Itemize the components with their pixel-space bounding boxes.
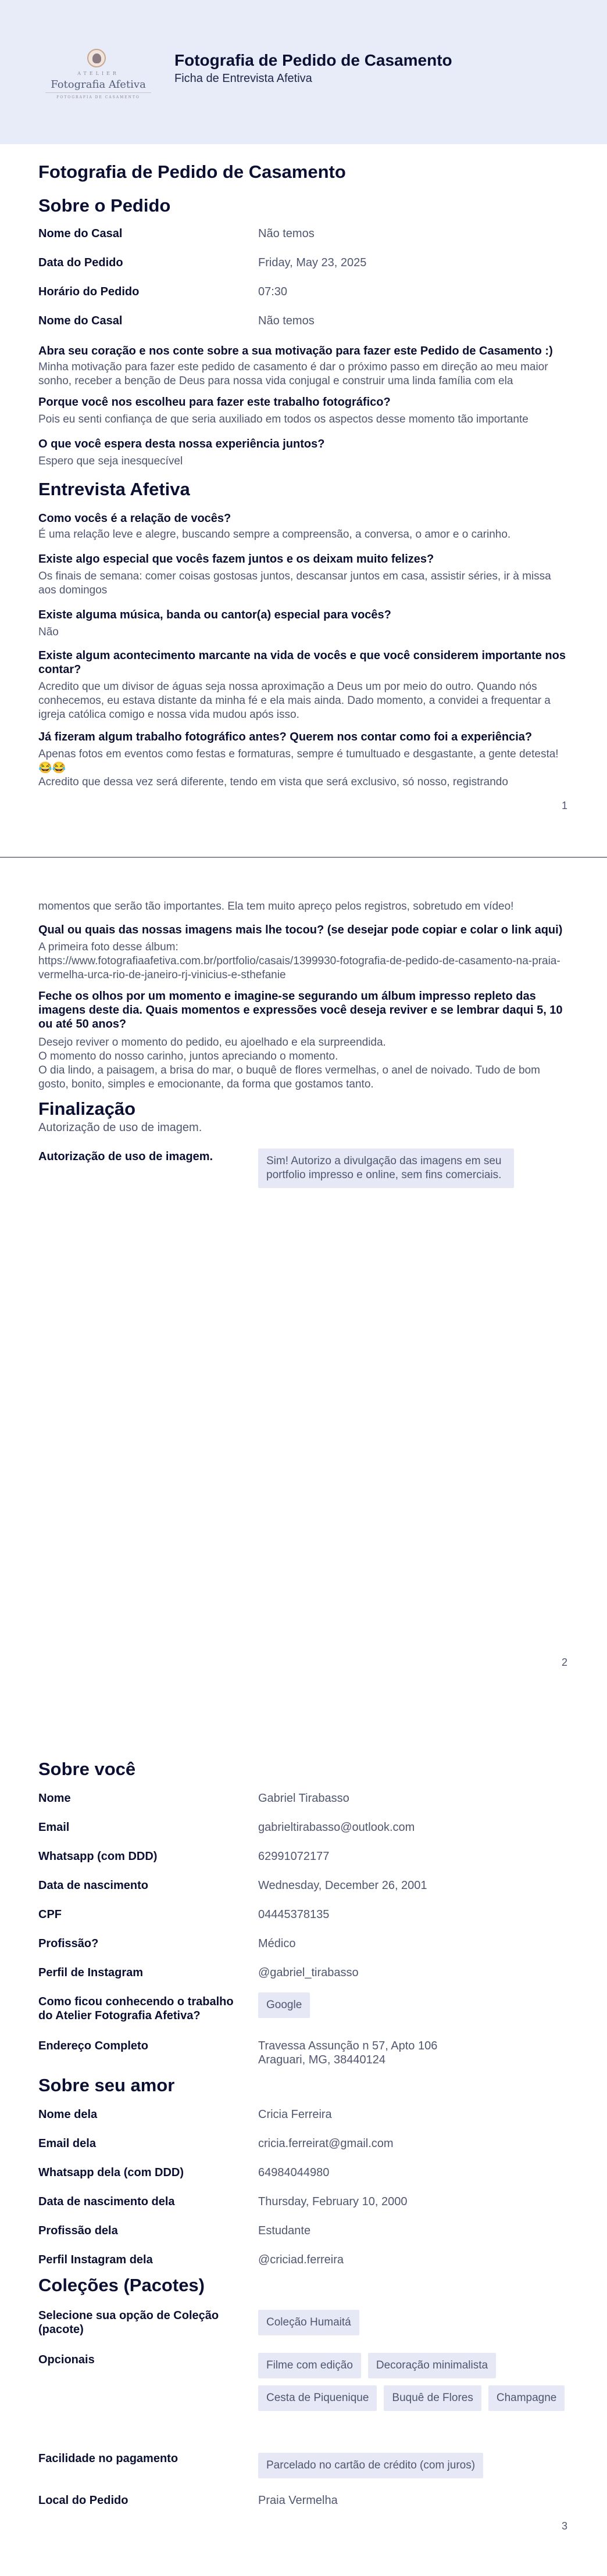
question: Existe algo especial que vocês fazem juntos e os deixam muito felizes? [38,553,434,566]
field-label: Profissão dela [38,2224,118,2237]
field-value: Cricia Ferreira [258,2108,332,2121]
field-label: Data de nascimento dela [38,2195,175,2208]
answer: Pois eu senti confiança de que seria auxiliado em todos os aspectos desse momento tão importante [38,413,529,425]
field-label: Perfil de Instagram [38,1966,144,1979]
opcional-chip: Champagne [488,2385,565,2411]
field-value: 04445378135 [258,1908,330,1921]
question: Existe alguma música, banda ou cantor(a) especial para vocês? [38,609,391,621]
field-label: Nome do Casal [38,314,123,327]
logo-name: Fotografia Afetiva [51,78,146,91]
field-value: Não temos [258,314,315,327]
auth-value-chip: Sim! Autorizo a divulgação das imagens em seu portfolio impresso e online, sem fins comerciais. [258,1149,514,1188]
field-label: CPF [38,1908,62,1921]
field-label: Endereço Completo [38,2040,148,2052]
field-value: Estudante [258,2224,311,2237]
answer: A primeira foto desse álbum: https://www.fotografiaafetiva.com.br/portfolio/casais/1399930-fotografia-de-pedido-de-casamento-na-praia-vermelha-urca-rio-de-janeiro-rj-vinicius-e-sthefanie [38,941,560,981]
header-title: Fotografia de Pedido de Casamento [174,51,452,69]
field-value: Gabriel Tirabasso [258,1792,349,1805]
answer: Minha motivação para fazer este pedido de casamento é dar o próximo passo em direção ao meu maior sonho, receber a benção de Deus para nossa vida conjugal e construir uma linda família com ela [38,361,548,387]
address-line-2: Araguari, MG, 38440124 [258,2053,386,2066]
logo-small-text: ATELIER [77,71,119,76]
colecao-chip: Coleção Humaitá [258,2310,359,2335]
section-sobre-seu-amor: Sobre seu amor [38,2075,175,2095]
field-label: Como ficou conhecendo o trabalho do Atelier Fotografia Afetiva? [38,1995,234,2022]
question: Feche os olhos por um momento e imagine-se segurando um álbum impresso repleto das imagens deste dia. Quais momentos e expressões você deseja reviver e se lembrar daqui 5, 10 ou até 50 anos? [38,990,563,1031]
section-subtitle: Autorização de uso de imagem. [38,1121,202,1134]
field-label: Whatsapp (com DDD) [38,1850,158,1863]
answer: Os finais de semana: comer coisas gostosas juntos, descansar juntos em casa, assistir séries, ir à missa aos domingos [38,570,551,596]
question: Como vocês é a relação de vocês? [38,512,231,525]
opcional-chip: Cesta de Piquenique [258,2385,377,2411]
answer: Desejo reviver o momento do pedido, eu ajoelhado e ela surpreendida. O momento do nosso carinho, juntos apreciando o momento. O dia lindo, a paisagem, a brisa do mar, o buquê de flores vermelhas, o anel de noivado. Tudo de bom gosto, bonito, simples e emocionante, da forma que gostamos tanto. [38,1036,540,1090]
answer: Espero que seja inesquecível [38,455,183,467]
page-number: 1 [562,800,568,811]
field-value: Wednesday, December 26, 2001 [258,1879,427,1892]
conheceu-chip: Google [258,1992,310,2018]
field-value: 62991072177 [258,1850,330,1863]
field-value: 07:30 [258,285,288,298]
field-value: Friday, May 23, 2025 [258,256,367,269]
answer: Acredito que um divisor de águas seja nossa aproximação a Deus um por meio do outro. Quando nós conhecemos, eu estava distante da minha fé e ela mais ainda. Dado momento, a convidei a frequentar a igreja católica comigo e nossa vida mudou após isso. [38,681,551,721]
field-label: Nome dela [38,2108,98,2121]
question: Qual ou quais das nossas imagens mais lhe tocou? (se desejar pode copiar e colar o link aqui) [38,924,563,936]
field-label: Facilidade no pagamento [38,2452,178,2465]
auth-value-container [258,1149,584,1195]
answer-continuation: momentos que serão tão importantes. Ela tem muito apreço pelos registros, sobretudo em vídeo! [38,900,514,913]
conheceu-chips [258,1992,584,2025]
question: O que você espera desta nossa experiência juntos? [38,438,325,450]
answer: É uma relação leve e alegre, buscando sempre a compreensão, a conversa, o amor e o carinho. [38,528,511,541]
section-finalizacao: Finalização [38,1099,136,1119]
logo-tagline: FOTOGRAFIA DE CASAMENTO [56,95,140,99]
page-divider [0,857,607,858]
field-value: @gabriel_tirabasso [258,1966,359,1979]
field-label: Autorização de uso de imagem. [38,1150,213,1163]
pagamento-chip: Parcelado no cartão de crédito (com juros) [258,2453,483,2478]
question: Existe algum acontecimento marcante na vida de vocês e que você considerem importante nos contar? [38,649,566,676]
opcional-chip: Buquê de Flores [384,2385,481,2411]
field-value: gabrieltirabasso@outlook.com [258,1821,415,1834]
field-label: Selecione sua opção de Coleção (pacote) [38,2309,219,2336]
field-value: @criciad.ferreira [258,2253,344,2266]
field-value: Médico [258,1937,296,1950]
page-number: 3 [562,2520,568,2532]
field-label: Whatsapp dela (com DDD) [38,2166,184,2179]
atelier-logo [38,44,158,100]
field-label: Email dela [38,2137,96,2150]
field-value: Thursday, February 10, 2000 [258,2195,408,2208]
field-value: Praia Vermelha [258,2494,338,2507]
question: Já fizeram algum trabalho fotográfico antes? Querem nos contar como foi a experiência? [38,731,533,743]
field-label: Horário do Pedido [38,285,140,298]
opcional-chip: Filme com edição [258,2353,361,2378]
answer: Apenas fotos em eventos como festas e formaturas, sempre é tumultuado e desgastante, a gente detesta! 😂😂 Acredito que dessa vez será diferente, tendo em vista que será exclusivo, só nosso, registrando [38,748,559,788]
field-label: Perfil Instagram dela [38,2253,153,2266]
field-label: Nome do Casal [38,227,123,240]
field-label: Profissão? [38,1937,99,1950]
address-line-1: Travessa Assunção n 57, Apto 106 [258,2040,438,2052]
field-label: Data de nascimento [38,1879,148,1892]
field-label: Opcionais [38,2353,95,2366]
field-value: Não temos [258,227,315,240]
section-sobre-pedido: Sobre o Pedido [38,195,171,216]
answer: Não [38,626,59,638]
colecao-chips [258,2310,584,2342]
page-number: 2 [562,1656,568,1668]
field-label: Local do Pedido [38,2494,128,2507]
question: Abra seu coração e nos conte sobre a sua motivação para fazer este Pedido de Casamento :) [38,345,553,357]
field-value: 64984044980 [258,2166,330,2179]
logo-emblem-icon [87,49,106,67]
field-value: cricia.ferreirat@gmail.com [258,2137,394,2150]
opcionais-chips [258,2353,584,2418]
question: Porque você nos escolheu para fazer este trabalho fotográfico? [38,396,391,409]
field-label: Email [38,1821,70,1834]
section-sobre-voce: Sobre você [38,1759,136,1779]
field-label: Data do Pedido [38,256,123,269]
opcional-chip: Decoração minimalista [368,2353,496,2378]
section-colecoes: Coleções (Pacotes) [38,2275,205,2295]
pagamento-chips [258,2453,584,2485]
page-title: Fotografia de Pedido de Casamento [38,162,346,182]
section-entrevista-afetiva: Entrevista Afetiva [38,479,190,499]
field-label: Nome [38,1792,71,1805]
header-subtitle: Ficha de Entrevista Afetiva [174,72,312,85]
